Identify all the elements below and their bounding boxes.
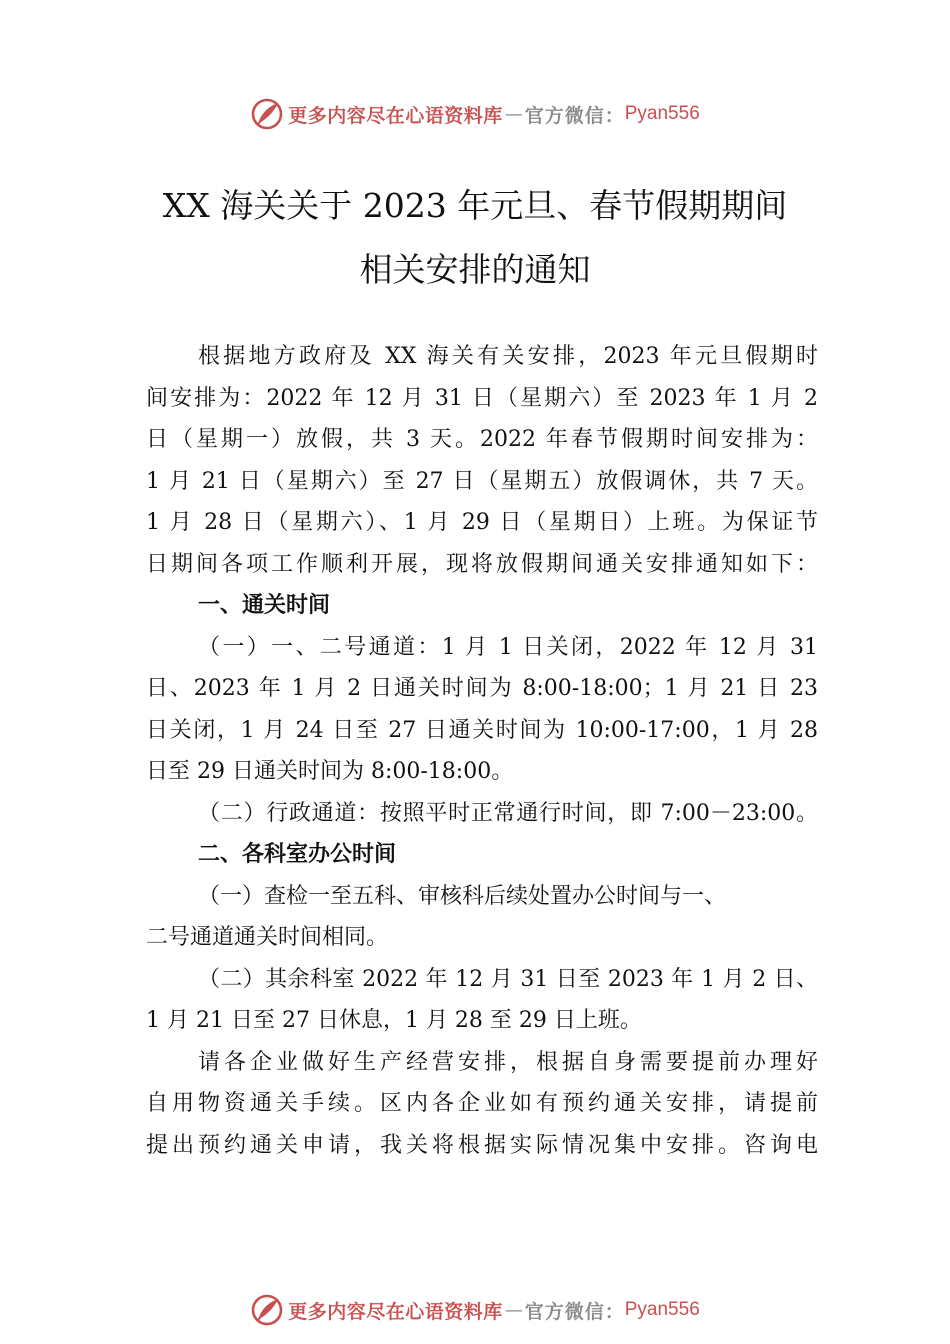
section-heading-1: 一、通关时间 bbox=[198, 593, 331, 618]
document-title-line-1: XX 海关关于 2023 年元旦、春节假期期间 bbox=[162, 186, 788, 225]
paragraph-line: 请各企业做好生产经营安排，根据自身需要提前办理好 bbox=[198, 1049, 818, 1075]
paragraph-line: 1 月 28 日（星期六）、1 月 29 日（星期日）上班。为保证节 bbox=[146, 510, 818, 535]
paragraph-line: 日关闭，1 月 24 日至 27 日通关时间为 10:00-17:00，1 月 28 bbox=[146, 717, 818, 743]
paragraph-line: 提出预约通关申请，我关将根据实际情况集中安排。咨询电 bbox=[146, 1132, 818, 1158]
paragraph-line: 日（星期一）放假，共 3 天。2022 年春节假期时间安排为： bbox=[146, 427, 818, 452]
paragraph-line: 1 月 21 日至 27 日休息，1 月 28 至 29 日上班。 bbox=[146, 1008, 642, 1033]
paragraph-line: 日至 29 日通关时间为 8:00-18:00。 bbox=[146, 759, 514, 784]
section-heading-2: 二、各科室办公时间 bbox=[198, 842, 397, 867]
watermark-label: 官方微信： bbox=[524, 104, 625, 127]
watermark-separator: — bbox=[504, 103, 523, 125]
document-body bbox=[146, 336, 818, 1166]
watermark-header bbox=[0, 94, 950, 134]
watermark-brand: 更多内容尽在心语资料库 bbox=[288, 1300, 503, 1323]
watermark-footer bbox=[0, 1290, 950, 1330]
paragraph-line: （二）其余科室 2022 年 12 月 31 日至 2023 年 1 月 2 日、 bbox=[198, 966, 818, 992]
document-title-line-2: 相关安排的通知 bbox=[359, 250, 591, 289]
watermark-wechat-id: Pyan556 bbox=[624, 103, 700, 124]
paragraph-line: （一）一、二号通道：1 月 1 日关闭，2022 年 12 月 31 bbox=[198, 634, 818, 660]
watermark-separator: — bbox=[504, 1299, 523, 1321]
paragraph-line: 自用物资通关手续。区内各企业如有预约通关安排，请提前 bbox=[146, 1091, 818, 1116]
paragraph-line: 日期间各项工作顺利开展，现将放假期间通关安排通知如下： bbox=[146, 551, 818, 577]
paragraph-line: （二）行政通道：按照平时正常通行时间，即 7:00－23:00。 bbox=[198, 800, 818, 826]
paragraph-line: 二号通道通关时间相同。 bbox=[146, 925, 389, 950]
watermark-wechat-id: Pyan556 bbox=[624, 1299, 700, 1320]
paragraph-line: 1 月 21 日（星期六）至 27 日（星期五）放假调休，共 7 天。 bbox=[146, 468, 818, 494]
paragraph-line: （一）查检一至五科、审核科后续处置办公时间与一、 bbox=[198, 883, 727, 909]
paragraph-line: 间安排为：2022 年 12 月 31 日（星期六）至 2023 年 1 月 2 bbox=[146, 385, 818, 411]
watermark-brand: 更多内容尽在心语资料库 bbox=[288, 104, 503, 127]
paragraph-line: 日、2023 年 1 月 2 日通关时间为 8:00-18:00；1 月 21 日 23 bbox=[146, 676, 818, 701]
quill-logo-icon bbox=[250, 1293, 284, 1327]
paragraph-line: 根据地方政府及 XX 海关有关安排，2023 年元旦假期时 bbox=[198, 344, 818, 369]
watermark-label: 官方微信： bbox=[524, 1300, 625, 1323]
quill-logo-icon bbox=[250, 97, 284, 131]
